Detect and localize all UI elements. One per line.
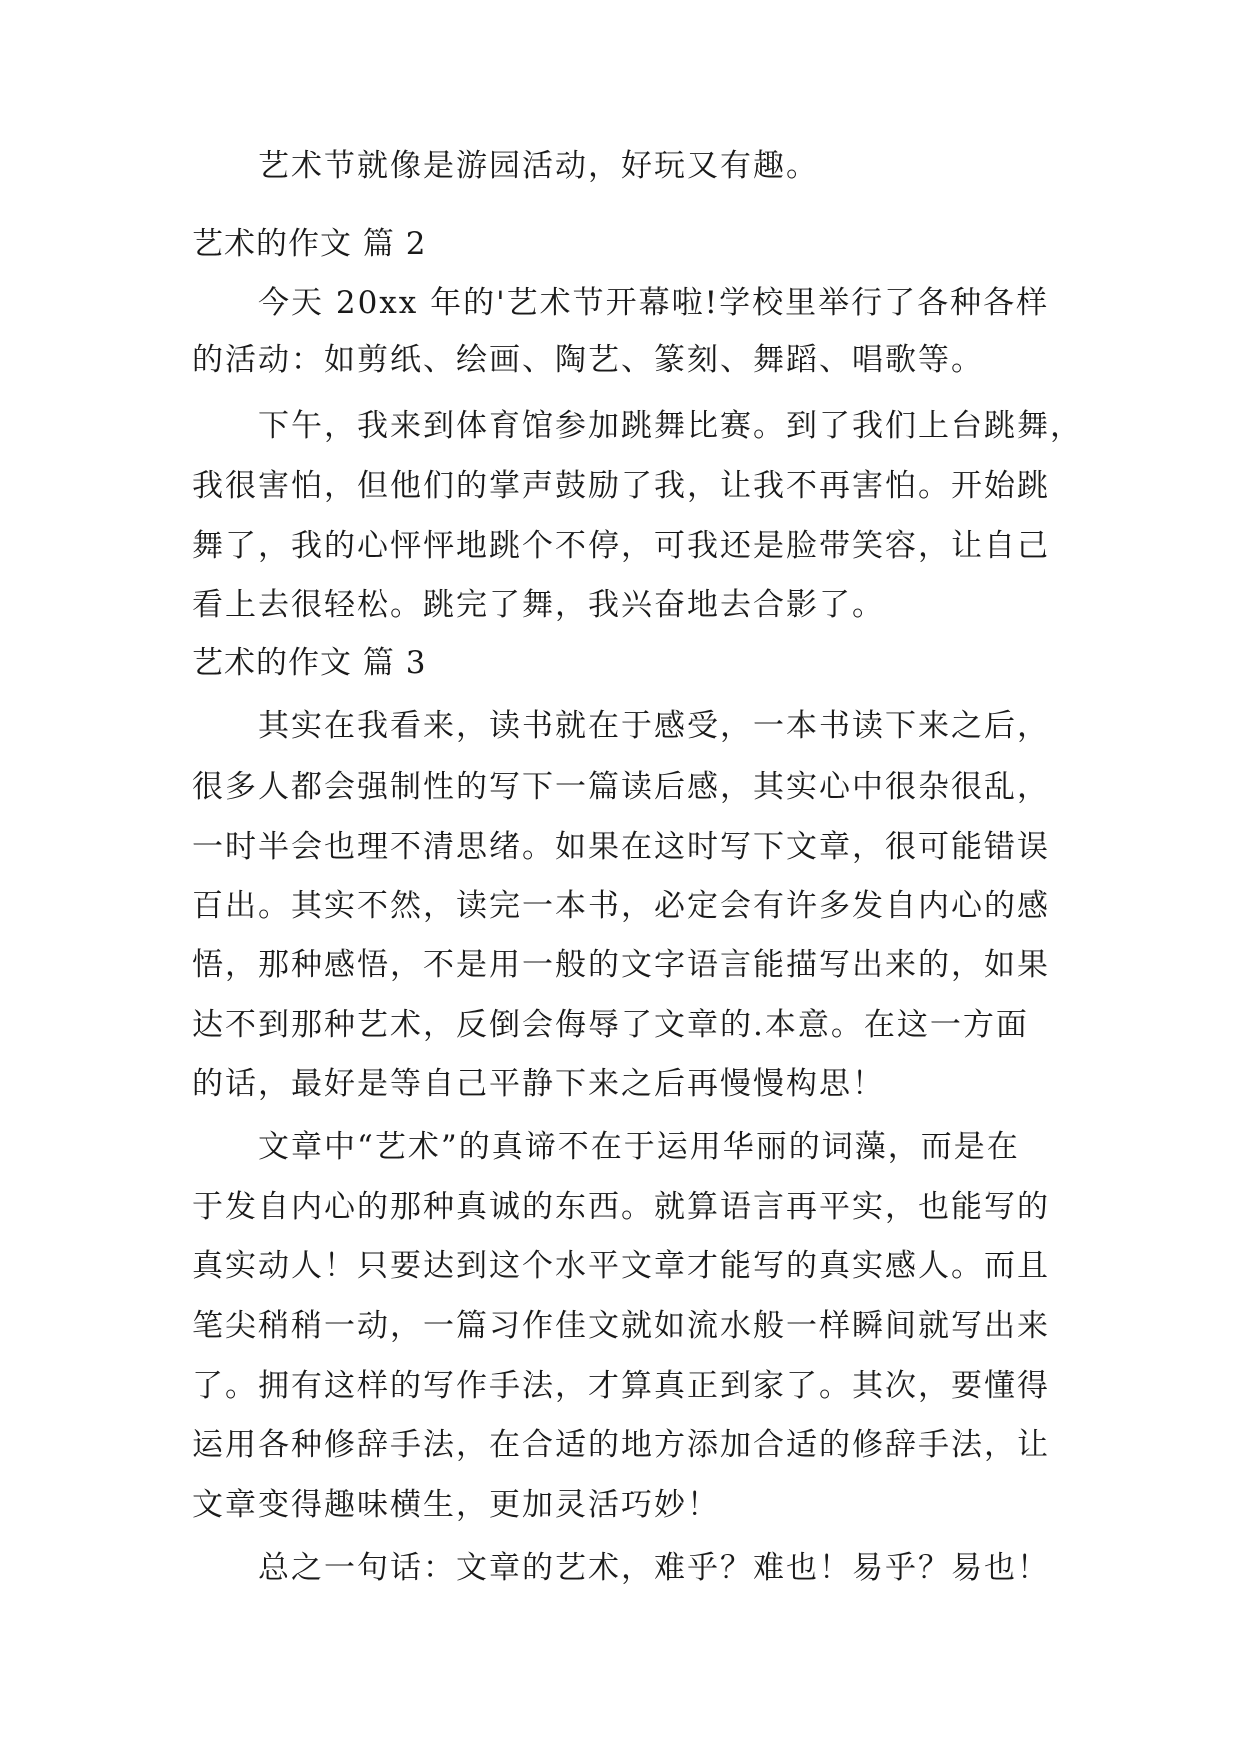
paragraph-line: 了。拥有这样的写作手法，才算真正到家了。其次，要懂得: [192, 1368, 1050, 1404]
paragraph-line: 笔尖稍稍一动，一篇习作佳文就如流水般一样瞬间就写出来: [192, 1308, 1050, 1344]
paragraph-line: 的话，最好是等自己平静下来之后再慢慢构思！: [192, 1066, 885, 1102]
paragraph-line: 的活动：如剪纸、绘画、陶艺、篆刻、舞蹈、唱歌等。: [192, 342, 984, 378]
paragraph-line: 达不到那种艺术，反倒会侮辱了文章的.本意。在这一方面: [192, 1007, 1029, 1043]
paragraph-line: 艺术节就像是游园活动，好玩又有趣。: [258, 148, 819, 184]
paragraph-line: 真实动人！只要达到这个水平文章才能写的真实感人。而且: [192, 1248, 1050, 1284]
paragraph-line: 下午，我来到体育馆参加跳舞比赛。到了我们上台跳舞，: [258, 408, 1083, 444]
paragraph-line: 百出。其实不然，读完一本书，必定会有许多发自内心的感: [192, 888, 1050, 924]
paragraph-line: 于发自内心的那种真诚的东西。就算语言再平实，也能写的: [192, 1189, 1050, 1225]
paragraph-line: 其实在我看来，读书就在于感受，一本书读下来之后，: [258, 708, 1050, 744]
paragraph-line: 运用各种修辞手法，在合适的地方添加合适的修辞手法，让: [192, 1427, 1050, 1463]
paragraph-line: 悟，那种感悟，不是用一般的文字语言能描写出来的，如果: [192, 947, 1050, 983]
paragraph-line: 总之一句话：文章的艺术，难乎？难也！易乎？易也！: [258, 1550, 1050, 1586]
section-heading: 艺术的作文 篇 3: [192, 645, 427, 681]
paragraph-line: 看上去很轻松。跳完了舞，我兴奋地去合影了。: [192, 587, 885, 623]
paragraph-line: 一时半会也理不清思绪。如果在这时写下文章，很可能错误: [192, 829, 1050, 865]
section-heading: 艺术的作文 篇 2: [192, 226, 427, 262]
paragraph-line: 舞了，我的心怦怦地跳个不停，可我还是脸带笑容，让自己: [192, 528, 1050, 564]
paragraph-line: 我很害怕，但他们的掌声鼓励了我，让我不再害怕。开始跳: [192, 468, 1050, 504]
paragraph-line: 很多人都会强制性的写下一篇读后感，其实心中很杂很乱，: [192, 769, 1050, 805]
paragraph-line: 今天 20xx 年的'艺术节开幕啦!学校里举行了各种各样: [258, 285, 1050, 321]
paragraph-line: 文章中“艺术”的真谛不在于运用华丽的词藻，而是在: [258, 1129, 1020, 1165]
paragraph-line: 文章变得趣味横生，更加灵活巧妙！: [192, 1487, 720, 1523]
